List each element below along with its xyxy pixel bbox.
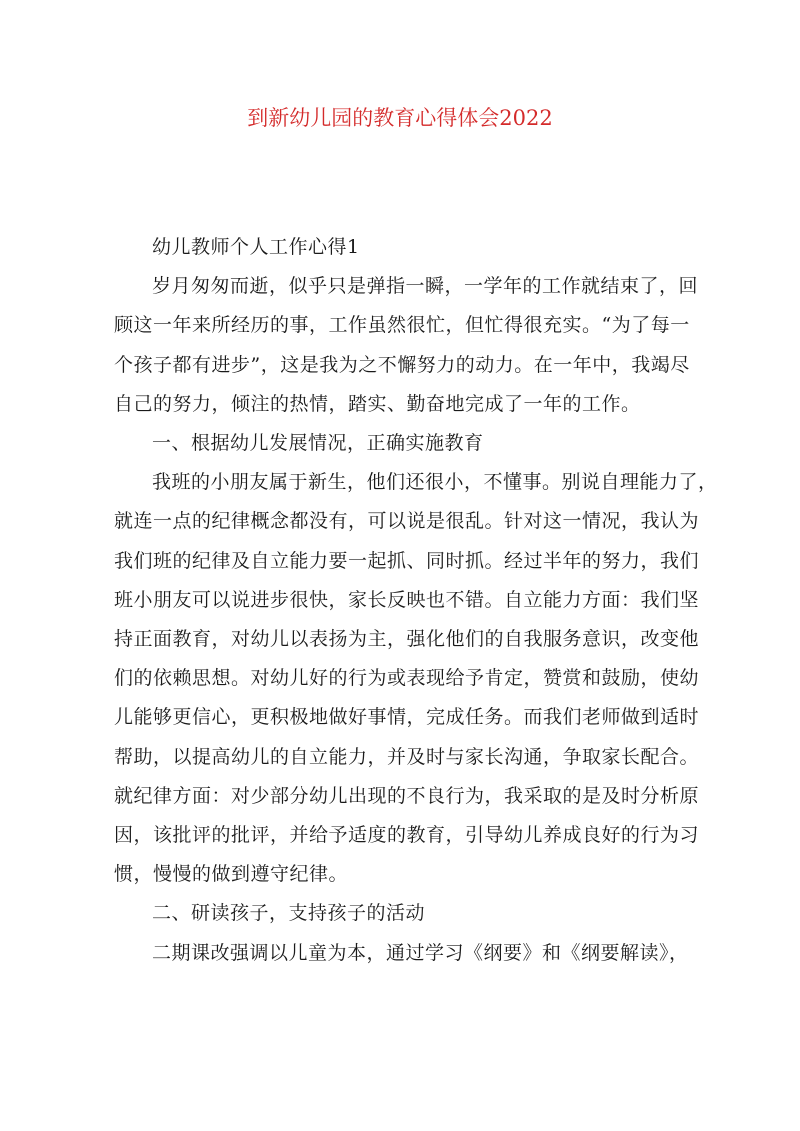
- paragraph-line: 持正面教育，对幼儿以表扬为主，强化他们的自我服务意识，改变他: [114, 628, 700, 651]
- paragraph-line: 就纪律方面：对少部分幼儿出现的不良行为，我采取的是及时分析原: [114, 784, 700, 807]
- paragraph-first-line: 二、研读孩子，支持孩子的活动: [152, 902, 426, 925]
- paragraph-line: 儿能够更信心，更积极地做好事情，完成任务。而我们老师做到适时: [114, 706, 700, 729]
- paragraph-line: 惯，慢慢的做到遵守纪律。: [114, 863, 349, 886]
- paragraph-first-line: 二期课改强调以儿童为本，通过学习《纲要》和《纲要解读》，: [152, 941, 689, 964]
- paragraph-line: 顾这一年来所经历的事，工作虽然很忙，但忙得很充实。“为了每一: [114, 314, 690, 337]
- paragraph-first-line: 幼儿教师个人工作心得1: [152, 236, 360, 258]
- paragraph-first-line: 我班的小朋友属于新生，他们还很小，不懂事。别说自理能力了，: [152, 471, 718, 494]
- paragraph-line: 班小朋友可以说进步很快，家长反映也不错。自立能力方面：我们坚: [114, 588, 700, 611]
- paragraph-first-line: 一、根据幼儿发展情况，正确实施教育: [152, 432, 484, 455]
- document-body: [114, 228, 718, 973]
- paragraph-line: 帮助，以提高幼儿的自立能力，并及时与家长沟通，争取家长配合。: [114, 745, 700, 768]
- paragraph-first-line: 岁月匆匆而逝，似乎只是弹指一瞬，一学年的工作就结束了，回: [152, 275, 699, 298]
- paragraph-line: 们的依赖思想。对幼儿好的行为或表现给予肯定，赞赏和鼓励，使幼: [114, 667, 700, 690]
- paragraph-line: 因，该批评的批评，并给予适度的教育，引导幼儿养成良好的行为习: [114, 824, 700, 847]
- document-title: 到新幼儿园的教育心得体会2022: [247, 106, 553, 130]
- paragraph-line: 我们班的纪律及自立能力要一起抓、同时抓。经过半年的努力，我们: [114, 549, 700, 572]
- paragraph-line: 就连一点的纪律概念都没有，可以说是很乱。针对这一情况，我认为: [114, 510, 700, 533]
- paragraph-line: 个孩子都有进步”，这是我为之不懈努力的动力。在一年中，我竭尽: [114, 353, 690, 376]
- paragraph-line: 自己的努力，倾注的热情，踏实、勤奋地完成了一年的工作。: [114, 392, 641, 415]
